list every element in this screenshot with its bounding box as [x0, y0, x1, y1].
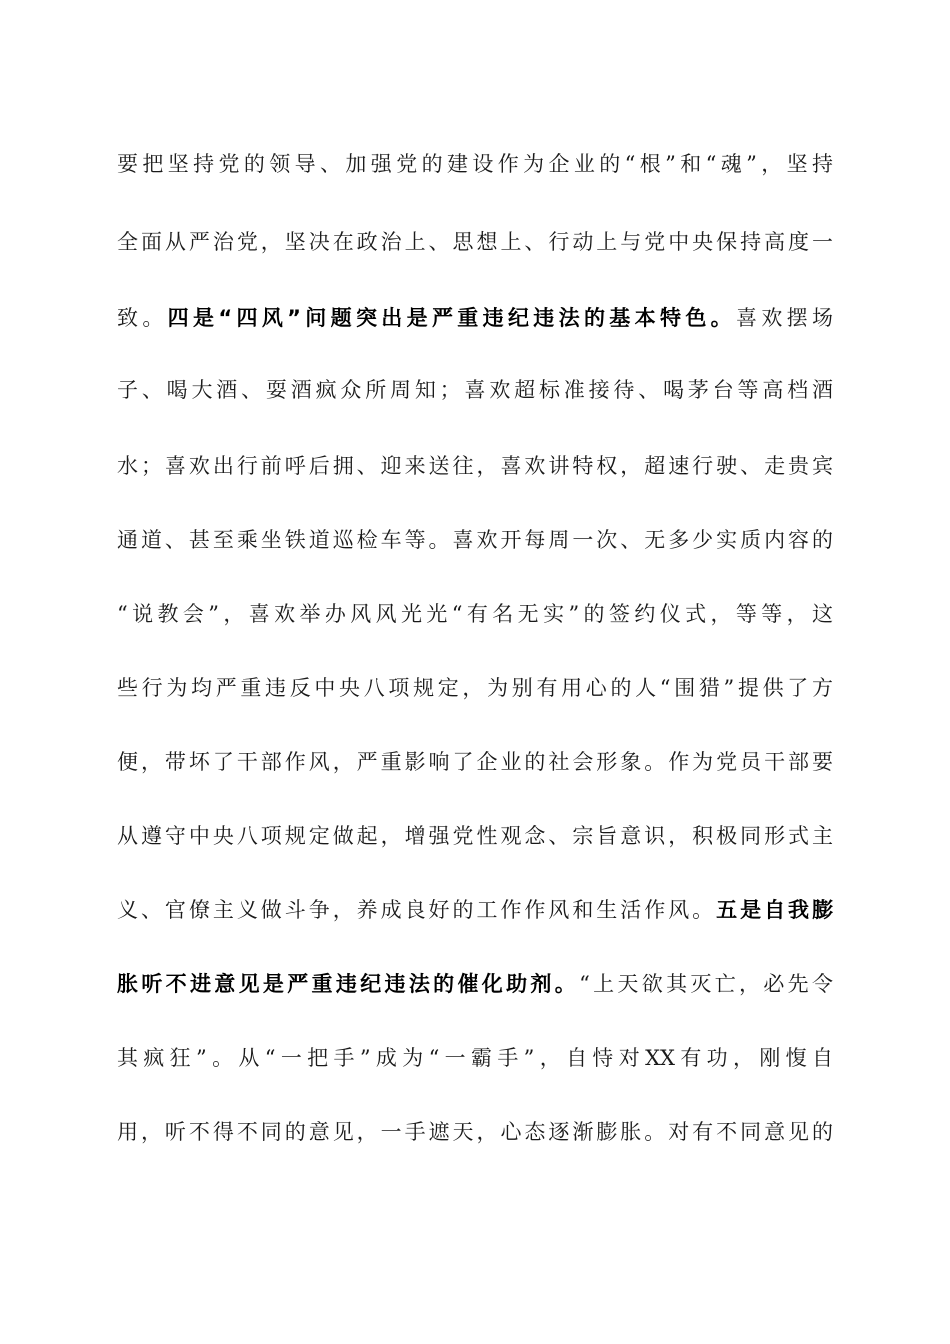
text-segment: 通道、甚至乘坐铁道巡检车等。喜欢开每周一次、无多少实质内容的 — [117, 528, 833, 552]
text-line-6 — [117, 520, 833, 560]
text-line-13 — [117, 1038, 833, 1078]
text-segment: “上天欲其灭亡，必先令 — [579, 972, 833, 996]
text-segment: 全面从严治党，坚决在政治上、思想上、行动上与党中央保持高度一 — [117, 230, 833, 254]
text-line-8 — [117, 668, 833, 708]
text-segment: 些行为均严重违反中央八项规定，为别有用心的人“围猎”提供了方 — [117, 676, 833, 700]
text-line-14 — [117, 1112, 833, 1152]
text-segment: 从遵守中央八项规定做起，增强党性观念、宗旨意识，积极同形式主 — [117, 824, 833, 848]
text-segment: 水；喜欢出行前呼后拥、迎来送往，喜欢讲特权，超速行驶、走贵宾 — [117, 454, 833, 478]
bold-heading-four: 四是“四风”问题突出是严重违纪违法的基本特色。 — [167, 306, 736, 330]
text-line-5 — [117, 446, 833, 486]
text-segment: 子、喝大酒、耍酒疯众所周知；喜欢超标准接待、喝茅台等高档酒 — [117, 378, 833, 402]
text-segment: 致。 — [117, 306, 168, 330]
text-segment: 其疯狂”。从“一把手”成为“一霸手”，自恃对XX有功，刚愎自 — [117, 1046, 833, 1070]
text-line-12 — [117, 964, 833, 1004]
text-segment: 用，听不得不同的意见，一手遮天，心态逐渐膨胀。对有不同意见的 — [117, 1120, 833, 1144]
text-line-9 — [117, 742, 833, 782]
text-line-2 — [117, 222, 833, 262]
bold-heading-five: 五是自我膨 — [716, 898, 833, 922]
text-line-4 — [117, 370, 833, 410]
text-segment: 便，带坏了干部作风，严重影响了企业的社会形象。作为党员干部要 — [117, 750, 833, 774]
text-segment: 喜欢摆场 — [736, 306, 833, 330]
bold-heading-five-cont: 胀听不进意见是严重违纪违法的催化助剂。 — [117, 972, 580, 996]
text-line-7 — [117, 594, 833, 634]
text-segment: 要把坚持党的领导、加强党的建设作为企业的“根”和“魂”，坚持 — [117, 152, 833, 176]
text-segment: 义、官僚主义做斗争，养成良好的工作作风和生活作风。 — [117, 898, 717, 922]
text-line-3 — [117, 298, 833, 338]
text-line-1 — [117, 144, 833, 184]
text-line-11 — [117, 890, 833, 930]
text-line-10 — [117, 816, 833, 856]
text-segment: “说教会”，喜欢举办风风光光“有名无实”的签约仪式，等等，这 — [117, 602, 833, 626]
